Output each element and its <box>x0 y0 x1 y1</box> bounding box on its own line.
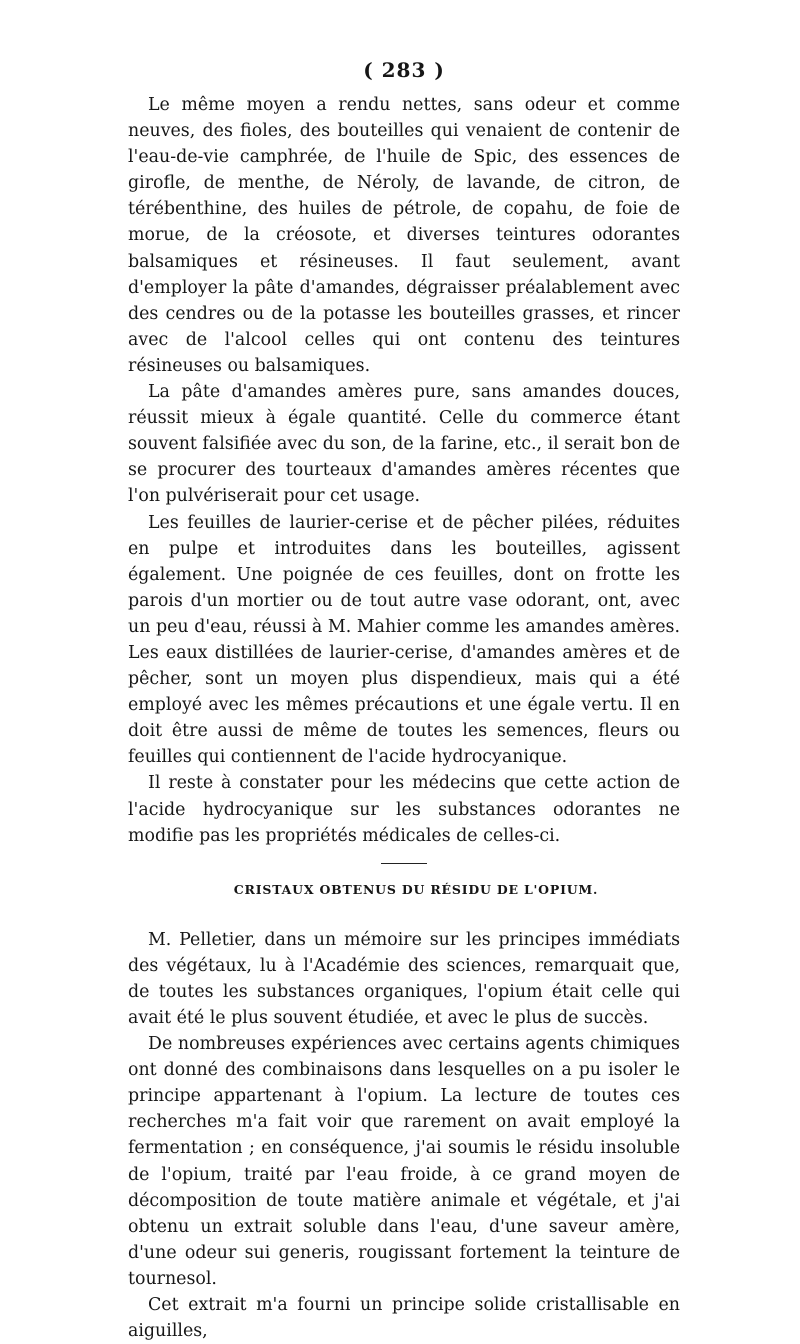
bottom-text-block <box>128 927 680 1344</box>
paragraph: Cet extrait m'a fourni un principe solide cristallisable en aiguilles, <box>128 1295 680 1342</box>
book-page <box>128 58 680 1344</box>
paragraph: M. Pelletier, dans un mémoire sur les principes immédiats des végétaux, lu à l'Académie des sciences, remarquait que, de toutes les substances organiques, l'opium était celle qui avait été le plus souvent étudiée, et avec le plus de succès. <box>128 929 680 1028</box>
section-title: CRISTAUX OBTENUS DU RÉSIDU DE L'OPIUM. <box>233 881 599 897</box>
page-number: ( 283 ) <box>363 58 445 82</box>
paragraph: De nombreuses expériences avec certains agents chimiques ont donné des combinaisons dans lesquelles on a pu isoler le principe appartenant à l'opium. La lecture de toutes ces recherches m'a fait voir que rarement on avait employé la fermentation ; en conséquence, j'ai soumis le résidu insoluble de l'opium, traité par l'eau froide, à ce grand moyen de décomposition de toute matière animale et végétale, et j'ai obtenu un extrait soluble dans l'eau, d'une saveur amère, d'une odeur sui generis, rougissant fortement la teinture de tournesol. <box>128 1034 680 1289</box>
paragraph: Le même moyen a rendu nettes, sans odeur et comme neuves, des fioles, des bouteilles qui venaient de contenir de l'eau-de-vie camphrée, de l'huile de Spic, des essences de girofle, de menthe, de Néroly, de lavande, de citron, de térébenthine, des huiles de pétrole, de copahu, de foie de morue, de la créosote, et diverses teintures odorantes balsamiques et résineuses. Il faut seulement, avant d'employer la pâte d'amandes, dégraisser préalablement avec des cendres ou de la potasse les bouteilles grasses, et rincer avec de l'alcool celles qui ont contenu des teintures résineuses ou balsamiques. <box>128 95 680 376</box>
section-divider <box>381 863 427 864</box>
paragraph: Il reste à constater pour les médecins que cette action de l'acide hydrocyanique sur les substances odorantes ne modifie pas les propriétés médicales de celles-ci. <box>128 773 680 846</box>
paragraph: La pâte d'amandes amères pure, sans amandes douces, réussit mieux à égale quantité. Celle du commerce étant souvent falsifiée avec du son, de la farine, etc., il serait bon de se procurer des tourteaux d'amandes amères récentes que l'on pulvériserait pour cet usage. <box>128 382 680 507</box>
paragraph: Les feuilles de laurier-cerise et de pêcher pilées, réduites en pulpe et introduites dans les bouteilles, agissent également. Une poignée de ces feuilles, dont on frotte les parois d'un mortier ou de tout autre vase odorant, ont, avec un peu d'eau, réussi à M. Mahier comme les amandes amères. Les eaux distillées de laurier-cerise, d'amandes amères et de pêcher, sont un moyen plus dispendieux, mais qui a été employé avec les mêmes précautions et une égale vertu. Il en doit être aussi de même de toutes les semences, fleurs ou feuilles qui contiennent de l'acide hydrocyanique. <box>128 512 680 768</box>
top-text-block <box>128 92 680 849</box>
